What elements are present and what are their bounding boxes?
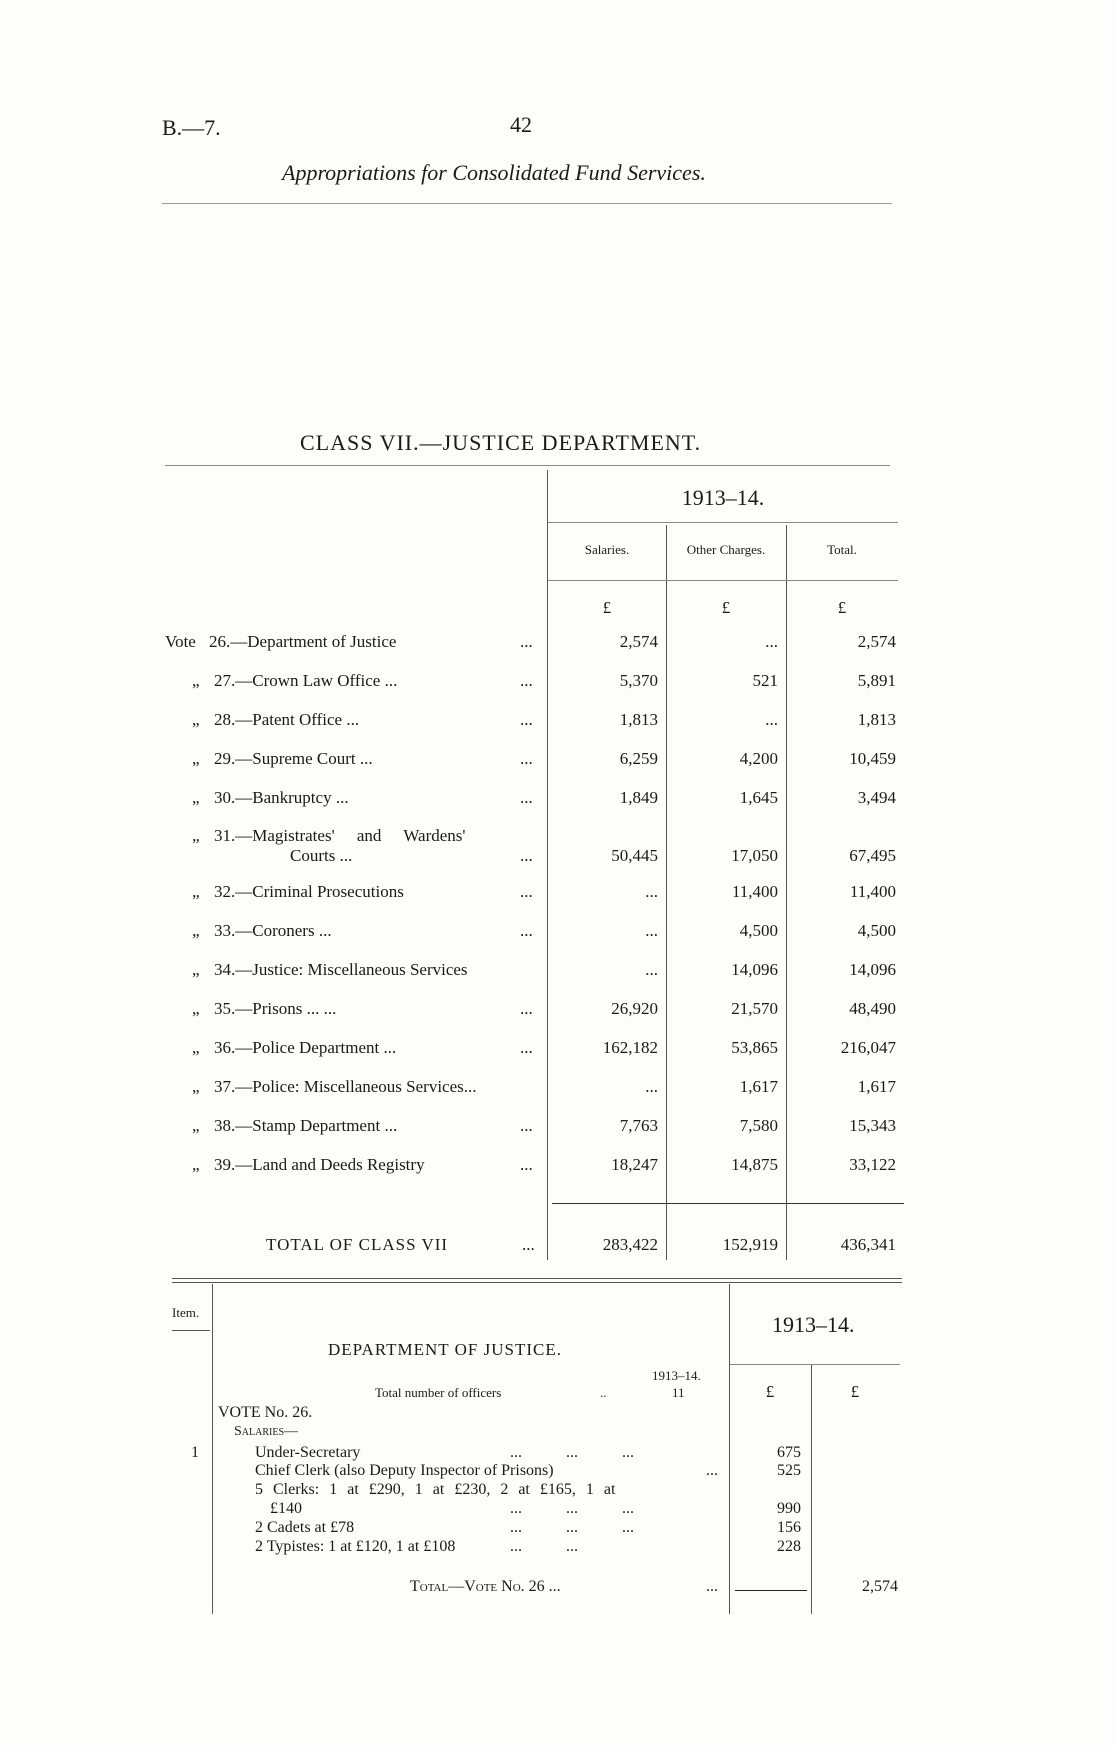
other-charges-value: 11,400 bbox=[731, 882, 778, 901]
officers-label: Total number of officers bbox=[375, 1385, 502, 1400]
salary-line-amount: 675 bbox=[777, 1444, 801, 1461]
vote-prefix: „ bbox=[192, 671, 200, 690]
total-value: 10,459 bbox=[849, 749, 896, 768]
salary-line-dots: ... ... ... bbox=[510, 1500, 634, 1517]
currency-total: £ bbox=[837, 598, 847, 617]
salaries-value: ... bbox=[645, 960, 658, 979]
salary-line-dots: ... ... bbox=[510, 1538, 578, 1555]
total-value: 67,495 bbox=[849, 846, 896, 865]
vote-prefix: „ bbox=[192, 960, 200, 979]
total-value: 1,617 bbox=[857, 1077, 896, 1096]
salary-line-text: Under-Secretary bbox=[255, 1444, 361, 1461]
vote-dots: ... bbox=[520, 671, 533, 690]
vote-label: 35.—Prisons ... ... bbox=[214, 999, 337, 1018]
vote-label: 39.—Land and Deeds Registry bbox=[214, 1155, 425, 1174]
vote-dots: ... bbox=[520, 921, 533, 940]
summary-top-rule bbox=[165, 465, 890, 466]
summary-total-rule bbox=[552, 1203, 904, 1204]
other-charges-value: ... bbox=[765, 710, 778, 729]
total-value: 48,490 bbox=[849, 999, 896, 1018]
salary-line-text: 2 Cadets at £78 bbox=[255, 1519, 355, 1536]
class-title: CLASS VII.—JUSTICE DEPARTMENT. bbox=[300, 430, 702, 455]
salaries-value: 1,849 bbox=[619, 788, 658, 807]
detail-currency-2: £ bbox=[850, 1382, 860, 1401]
total-value: 4,500 bbox=[857, 921, 896, 940]
total-value: 33,122 bbox=[849, 1155, 896, 1174]
total-row-dots: ... bbox=[522, 1235, 535, 1254]
vote-label: 34.—Justice: Miscellaneous Services bbox=[214, 960, 468, 979]
salary-line-amount: 156 bbox=[777, 1519, 801, 1536]
officers-year: 1913–14. bbox=[652, 1368, 701, 1383]
detail-item-divider bbox=[212, 1284, 213, 1614]
salaries-value: 1,813 bbox=[619, 710, 658, 729]
vote-prefix: „ bbox=[192, 882, 200, 901]
salary-line-text: £140 bbox=[270, 1500, 302, 1517]
salaries-value: 2,574 bbox=[619, 632, 658, 651]
vote-dots: ... bbox=[520, 1155, 533, 1174]
summary-divider-label bbox=[547, 470, 548, 1260]
other-charges-value: 1,617 bbox=[739, 1077, 778, 1096]
total-row-label: TOTAL OF CLASS VII bbox=[266, 1235, 449, 1254]
salary-line-text: 5 Clerks: 1 at £290, 1 at £230, 2 at £165, 1 at bbox=[255, 1481, 616, 1498]
vote-prefix: „ bbox=[192, 710, 200, 729]
vote-dots: ... bbox=[520, 632, 533, 651]
total-row-total: 436,341 bbox=[840, 1235, 896, 1254]
other-charges-value: 53,865 bbox=[731, 1038, 778, 1057]
other-charges-value: 4,200 bbox=[739, 749, 778, 768]
other-charges-value: ... bbox=[765, 632, 778, 651]
department-title: DEPARTMENT OF JUSTICE. bbox=[328, 1340, 562, 1359]
salary-line-dots: ... ... ... bbox=[510, 1519, 634, 1536]
vote-total-dots: ... bbox=[706, 1578, 718, 1595]
vote-label: 37.—Police: Miscellaneous Services... bbox=[214, 1077, 477, 1096]
other-charges-value: 17,050 bbox=[731, 846, 778, 865]
total-value: 5,891 bbox=[857, 671, 896, 690]
vote-dots: ... bbox=[520, 882, 533, 901]
vote-prefix: „ bbox=[192, 921, 200, 940]
salary-line-amount: 525 bbox=[777, 1462, 801, 1479]
other-charges-value: 14,875 bbox=[731, 1155, 778, 1174]
vote-prefix: „ bbox=[192, 1116, 200, 1135]
vote-dots: ... bbox=[520, 1038, 533, 1057]
section-double-rule-1 bbox=[172, 1278, 902, 1279]
vote-label: 31.—Magistrates' and Wardens' bbox=[214, 826, 466, 845]
salaries-value: ... bbox=[645, 921, 658, 940]
detail-amount-divider bbox=[729, 1284, 730, 1614]
salaries-value: ... bbox=[645, 1077, 658, 1096]
salary-line-text: 2 Typistes: 1 at £120, 1 at £108 bbox=[255, 1538, 456, 1555]
currency-salaries: £ bbox=[602, 598, 612, 617]
vote-label: 33.—Coroners ... bbox=[214, 921, 332, 940]
other-charges-value: 21,570 bbox=[731, 999, 778, 1018]
other-charges-value: 7,580 bbox=[739, 1116, 778, 1135]
salary-line-dots: ... bbox=[706, 1462, 718, 1479]
total-value: 15,343 bbox=[849, 1116, 896, 1135]
salaries-value: ... bbox=[645, 882, 658, 901]
header-rule bbox=[162, 203, 892, 204]
officers-dots: .. bbox=[600, 1385, 607, 1400]
summary-divider-other bbox=[786, 525, 787, 1260]
salary-line-dots: ... ... ... bbox=[510, 1444, 634, 1461]
vote-label: 27.—Crown Law Office ... bbox=[214, 671, 398, 690]
salaries-value: 26,920 bbox=[611, 999, 658, 1018]
total-row-salaries: 283,422 bbox=[602, 1235, 658, 1254]
vote-label: 38.—Stamp Department ... bbox=[214, 1116, 398, 1135]
total-row-other: 152,919 bbox=[722, 1235, 778, 1254]
vote-total-label: Total—Vote No. 26 ... bbox=[410, 1578, 561, 1595]
vote-label: 26.—Department of Justice bbox=[209, 632, 397, 651]
detail-currency-1: £ bbox=[765, 1382, 775, 1401]
vote-label: 36.—Police Department ... bbox=[214, 1038, 397, 1057]
item-header-rule bbox=[172, 1330, 210, 1331]
salaries-value: 6,259 bbox=[619, 749, 658, 768]
detail-year-rule bbox=[730, 1364, 900, 1365]
section-double-rule-2 bbox=[172, 1282, 902, 1283]
vote-dots: ... bbox=[520, 749, 533, 768]
other-charges-value: 1,645 bbox=[739, 788, 778, 807]
item-number: 1 bbox=[191, 1444, 199, 1461]
total-value: 216,047 bbox=[840, 1038, 896, 1057]
salary-line-text: Chief Clerk (also Deputy Inspector of Prisons) bbox=[255, 1462, 554, 1479]
vote-dots: ... bbox=[520, 788, 533, 807]
vote-total-amount: 2,574 bbox=[862, 1578, 898, 1595]
other-charges-value: 14,096 bbox=[731, 960, 778, 979]
col-header-salaries: Salaries. bbox=[584, 542, 630, 557]
vote-label-continued: Courts ... bbox=[290, 846, 353, 865]
total-value: 1,813 bbox=[857, 710, 896, 729]
col-header-total: Total. bbox=[827, 542, 857, 557]
vote-label: 32.—Criminal Prosecutions bbox=[214, 882, 404, 901]
total-value: 3,494 bbox=[857, 788, 896, 807]
vote-label: VOTE No. 26. bbox=[218, 1404, 313, 1421]
page-subtitle: Appropriations for Consolidated Fund Services. bbox=[282, 160, 706, 185]
detail-amount2-divider bbox=[811, 1365, 812, 1614]
summary-year: 1913–14. bbox=[681, 485, 765, 510]
col-header-other: Other Charges. bbox=[686, 542, 766, 557]
vote-label: 30.—Bankruptcy ... bbox=[214, 788, 349, 807]
item-header: Item. bbox=[172, 1305, 200, 1320]
vote-prefix: „ bbox=[192, 1155, 200, 1174]
salary-line-amount: 990 bbox=[777, 1500, 801, 1517]
vote-dots: ... bbox=[520, 999, 533, 1018]
total-value: 2,574 bbox=[857, 632, 896, 651]
vote-dots: ... bbox=[520, 710, 533, 729]
vote-prefix: „ bbox=[192, 826, 200, 845]
salaries-value: 5,370 bbox=[619, 671, 658, 690]
col-header-rule bbox=[548, 580, 898, 581]
other-charges-value: 521 bbox=[752, 671, 778, 690]
page-number: 42 bbox=[510, 112, 532, 137]
salaries-value: 50,445 bbox=[611, 846, 658, 865]
vote-prefix: „ bbox=[192, 1038, 200, 1057]
vote-total-rule bbox=[735, 1590, 807, 1591]
officers-count: 11 bbox=[672, 1385, 685, 1400]
total-value: 11,400 bbox=[849, 882, 896, 901]
document-ref: B.—7. bbox=[162, 115, 221, 140]
vote-label: 28.—Patent Office ... bbox=[214, 710, 360, 729]
salaries-value: 18,247 bbox=[611, 1155, 658, 1174]
vote-prefix: „ bbox=[192, 1077, 200, 1096]
vote-prefix: „ bbox=[192, 999, 200, 1018]
vote-prefix: Vote bbox=[165, 632, 196, 651]
vote-dots: ... bbox=[520, 1116, 533, 1135]
vote-label: 29.—Supreme Court ... bbox=[214, 749, 373, 768]
salary-line-amount: 228 bbox=[777, 1538, 801, 1555]
vote-prefix: „ bbox=[192, 788, 200, 807]
vote-prefix: „ bbox=[192, 749, 200, 768]
summary-year-rule bbox=[548, 522, 898, 523]
detail-year: 1913–14. bbox=[772, 1312, 855, 1337]
other-charges-value: 4,500 bbox=[739, 921, 778, 940]
vote-dots: ... bbox=[520, 846, 533, 865]
summary-divider-salaries bbox=[666, 525, 667, 1260]
currency-other: £ bbox=[721, 598, 731, 617]
salaries-value: 7,763 bbox=[619, 1116, 658, 1135]
salaries-heading: Salaries— bbox=[234, 1424, 299, 1439]
total-value: 14,096 bbox=[849, 960, 896, 979]
salaries-value: 162,182 bbox=[602, 1038, 658, 1057]
